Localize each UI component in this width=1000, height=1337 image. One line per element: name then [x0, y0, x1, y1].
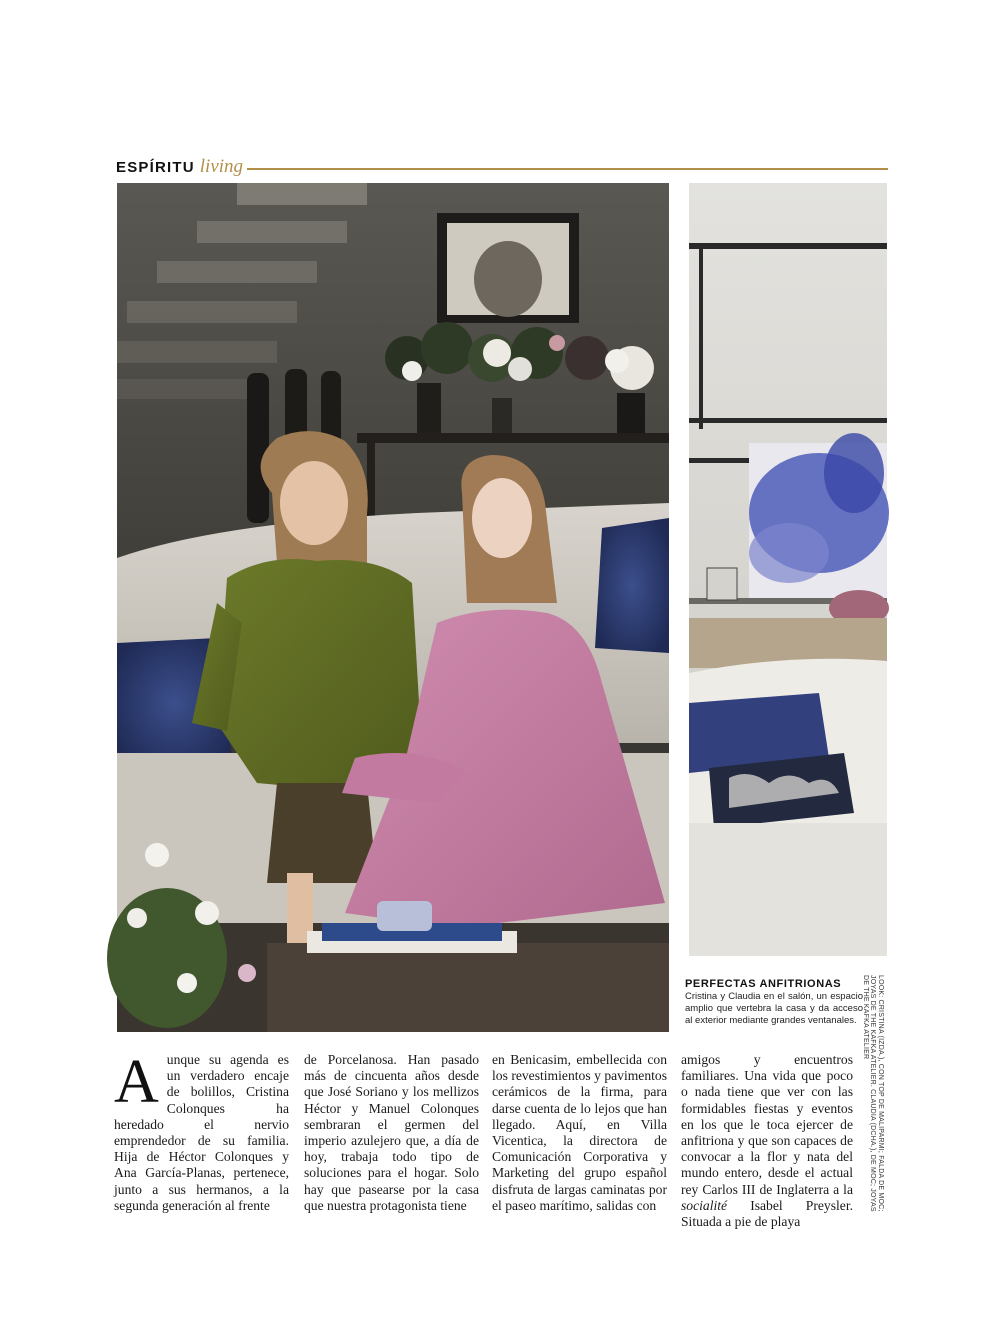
section-subtitle: living	[199, 156, 244, 177]
column-4-text	[681, 1052, 853, 1230]
column-4-text-a: amigos y encuentros familiares. Una vida que poco o nada tiene que ver con las formidables fiestas y eventos en los que le toca ejercer de anfitriona y que son capaces de convocar a la flor y nata del mundo entero, desde el actual rey Carlos III de Inglaterra a la	[681, 1052, 853, 1197]
section-header	[116, 154, 888, 180]
caption-title: PERFECTAS ANFITRIONAS	[685, 978, 842, 990]
section-name: ESPÍRITU	[116, 158, 195, 176]
drop-cap: A	[114, 1048, 159, 1116]
column-3-text: en Benicasim, embellecida con los revestimientos y pavimentos cerámicos de la firma, para darse cuenta de lo lejos que han llegado. Aquí, en Villa Vicentica, la directora de Comunicación Corporativa y Marketing del grupo español disfruta de largas caminatas por el paseo marítimo, salidas con	[492, 1052, 667, 1213]
main-photo-illustration	[117, 183, 669, 1032]
photo-credits	[862, 975, 884, 1215]
credits-text: LOOK: CRISTINA (IZDA.), CON TOP DE MALIPARMI; FALDA DE MOC; JOYAS DE THE KAFKA ATELIER. CLAUDIA (DCHA.), DE MOC; JOYAS DE THE KAFKA ATELIER	[862, 975, 884, 1212]
photo-caption	[685, 978, 863, 1027]
side-photo	[689, 183, 887, 956]
caption-text: Cristina y Claudia en el salón, un espacio amplio que vertebra la casa y da acceso al exterior mediante grandes ventanales.	[685, 991, 863, 1026]
side-photo-illustration	[689, 183, 887, 956]
header-rule	[247, 168, 888, 170]
article-column-1	[114, 1048, 289, 1214]
column-4-text-b: Isabel Preysler. Situada a pie de playa	[681, 1197, 853, 1230]
column-2-text: de Porcelanosa. Han pasado más de cincuenta años desde que José Soriano y los mellizos Héctor y Manuel Colonques sembraran el germen del imperio azulejero que, a día de hoy, trabaja todo tipo de soluciones para el hogar. Solo hay que pasearse por la casa que nuestra protagonista tiene	[304, 1052, 479, 1213]
socialite-term: socialité	[681, 1197, 728, 1213]
column-1-text: unque su agenda es un verdadero encaje de bolillos, Cristina Colonques ha heredado el nervio emprendedor de su familia. Hija de Héctor Colonques y Ana García-Planas, pertenece, junto a sus hermanos, a la segunda generación al frente	[114, 1052, 289, 1213]
article-column-4	[681, 1052, 853, 1230]
article-column-2	[304, 1052, 479, 1214]
main-photo	[117, 183, 669, 1032]
article-column-3	[492, 1052, 667, 1214]
